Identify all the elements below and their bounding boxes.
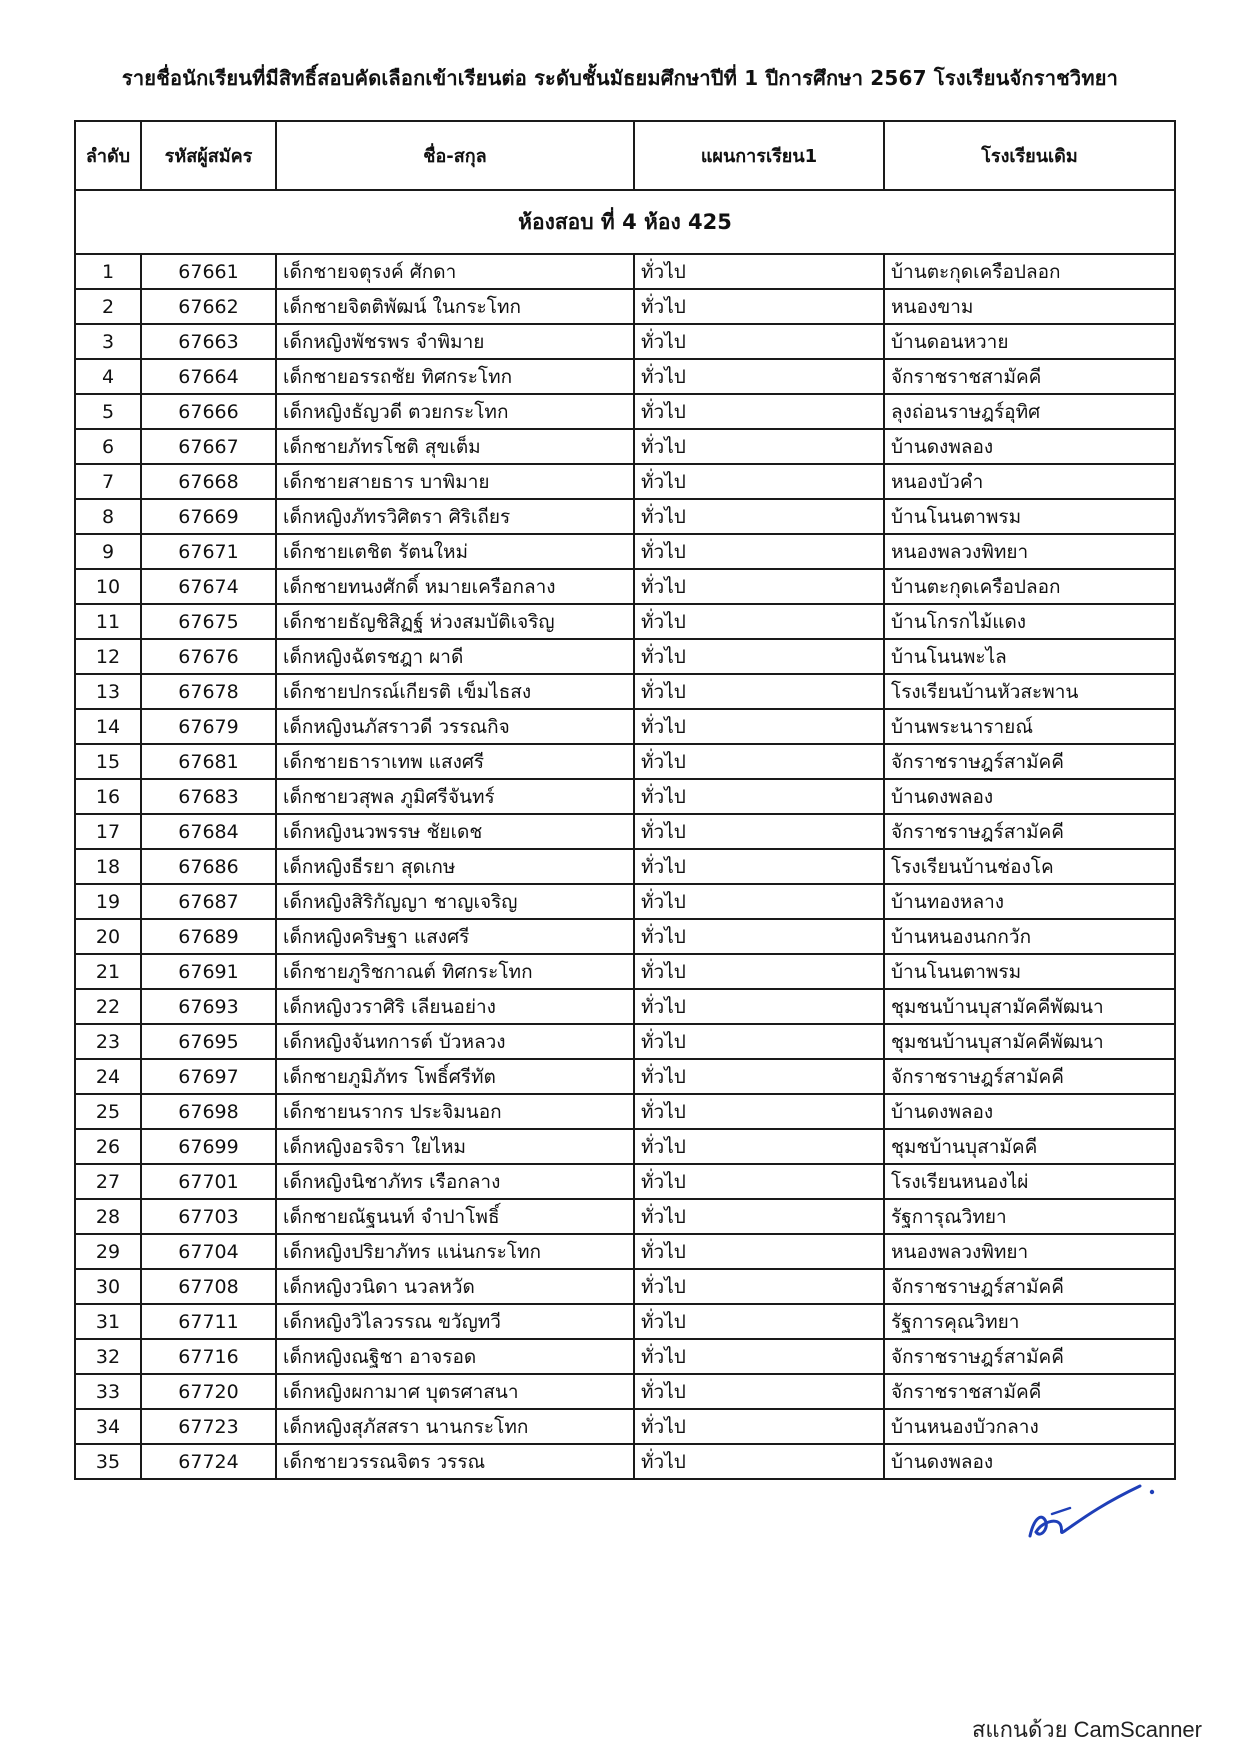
header-order: ลำดับ [75, 121, 141, 190]
row-study-plan: ทั่วไป [634, 919, 884, 954]
row-previous-school: บ้านหนองนกกวัก [884, 919, 1175, 954]
row-full-name: เด็กหญิงพัชรพร จำพิมาย [276, 324, 634, 359]
row-previous-school: โรงเรียนหนองไผ่ [884, 1164, 1175, 1199]
row-applicant-id: 67664 [141, 359, 276, 394]
row-previous-school: โรงเรียนบ้านช่องโค [884, 849, 1175, 884]
row-order: 20 [75, 919, 141, 954]
table-row [75, 954, 1175, 989]
table-row [75, 1199, 1175, 1234]
row-order: 15 [75, 744, 141, 779]
scanner-watermark: สแกนด้วย CamScanner [971, 1717, 1202, 1742]
table-row [75, 639, 1175, 674]
row-study-plan: ทั่วไป [634, 709, 884, 744]
header-applicant-id: รหัสผู้สมัคร [141, 121, 276, 190]
table-row [75, 324, 1175, 359]
row-previous-school: บ้านโนนพะไล [884, 639, 1175, 674]
table-row [75, 254, 1175, 289]
row-order: 14 [75, 709, 141, 744]
row-study-plan: ทั่วไป [634, 1374, 884, 1409]
table-row [75, 359, 1175, 394]
row-previous-school: หนองบัวคำ [884, 464, 1175, 499]
row-study-plan: ทั่วไป [634, 359, 884, 394]
table-row [75, 779, 1175, 814]
row-applicant-id: 67662 [141, 289, 276, 324]
row-previous-school: บ้านตะกุดเครือปลอก [884, 569, 1175, 604]
row-full-name: เด็กชายภูมิภัทร โพธิ์ศรีทัต [276, 1059, 634, 1094]
row-study-plan: ทั่วไป [634, 1164, 884, 1199]
row-order: 24 [75, 1059, 141, 1094]
signature-mark [1012, 1478, 1162, 1548]
row-previous-school: บ้านดอนหวาย [884, 324, 1175, 359]
row-order: 8 [75, 499, 141, 534]
row-applicant-id: 67723 [141, 1409, 276, 1444]
row-order: 6 [75, 429, 141, 464]
row-applicant-id: 67676 [141, 639, 276, 674]
row-order: 26 [75, 1129, 141, 1164]
header-full-name: ชื่อ-สกุล [276, 121, 634, 190]
row-previous-school: บ้านดงพลอง [884, 779, 1175, 814]
table-row [75, 674, 1175, 709]
row-full-name: เด็กชายนรากร ประจิมนอก [276, 1094, 634, 1129]
row-order: 35 [75, 1444, 141, 1479]
table-row [75, 1444, 1175, 1479]
row-order: 29 [75, 1234, 141, 1269]
row-applicant-id: 67679 [141, 709, 276, 744]
row-study-plan: ทั่วไป [634, 499, 884, 534]
table-row [75, 534, 1175, 569]
row-applicant-id: 67667 [141, 429, 276, 464]
row-previous-school: บ้านหนองบัวกลาง [884, 1409, 1175, 1444]
student-rows [75, 254, 1175, 1479]
row-study-plan: ทั่วไป [634, 1444, 884, 1479]
student-roster-table [74, 120, 1176, 1480]
row-applicant-id: 67661 [141, 254, 276, 289]
row-order: 12 [75, 639, 141, 674]
row-order: 30 [75, 1269, 141, 1304]
row-previous-school: บ้านดงพลอง [884, 429, 1175, 464]
row-previous-school: บ้านตะกุดเครือปลอก [884, 254, 1175, 289]
row-applicant-id: 67669 [141, 499, 276, 534]
row-study-plan: ทั่วไป [634, 884, 884, 919]
table-row [75, 814, 1175, 849]
row-full-name: เด็กหญิงวนิดา นวลหวัด [276, 1269, 634, 1304]
row-previous-school: จักราชราษฎร์สามัคคี [884, 1339, 1175, 1374]
table-row [75, 1164, 1175, 1199]
row-study-plan: ทั่วไป [634, 639, 884, 674]
table-row [75, 1234, 1175, 1269]
row-order: 1 [75, 254, 141, 289]
table-row [75, 919, 1175, 954]
row-applicant-id: 67686 [141, 849, 276, 884]
row-order: 22 [75, 989, 141, 1024]
table-row [75, 1269, 1175, 1304]
row-previous-school: จักราชราษฎร์สามัคคี [884, 1269, 1175, 1304]
table-row [75, 569, 1175, 604]
table-row [75, 1059, 1175, 1094]
row-previous-school: จักราชราษฎร์สามัคคี [884, 1059, 1175, 1094]
row-study-plan: ทั่วไป [634, 289, 884, 324]
row-study-plan: ทั่วไป [634, 1304, 884, 1339]
row-order: 2 [75, 289, 141, 324]
row-previous-school: โรงเรียนบ้านหัวสะพาน [884, 674, 1175, 709]
row-full-name: เด็กชายวสุพล ภูมิศรีจันทร์ [276, 779, 634, 814]
row-study-plan: ทั่วไป [634, 604, 884, 639]
table-row [75, 1339, 1175, 1374]
row-order: 4 [75, 359, 141, 394]
row-study-plan: ทั่วไป [634, 1059, 884, 1094]
exam-room-label: ห้องสอบ ที่ 4 ห้อง 425 [75, 190, 1175, 254]
row-previous-school: บ้านโนนตาพรม [884, 499, 1175, 534]
table-row [75, 744, 1175, 779]
row-full-name: เด็กชายธาราเทพ แสงศรี [276, 744, 634, 779]
table-row [75, 394, 1175, 429]
table-row [75, 709, 1175, 744]
row-full-name: เด็กชายธัญชิสิฏฐ์ ห่วงสมบัติเจริญ [276, 604, 634, 639]
row-full-name: เด็กหญิงวิไลวรรณ ขวัญทวี [276, 1304, 634, 1339]
table-row [75, 604, 1175, 639]
row-applicant-id: 67697 [141, 1059, 276, 1094]
table-row [75, 1094, 1175, 1129]
row-full-name: เด็กชายจิตติพัฒน์ ในกระโทก [276, 289, 634, 324]
row-previous-school: หนองพลวงพิทยา [884, 1234, 1175, 1269]
row-order: 13 [75, 674, 141, 709]
row-previous-school: บ้านดงพลอง [884, 1094, 1175, 1129]
row-order: 34 [75, 1409, 141, 1444]
row-previous-school: ชุมชบ้านบุสามัคคี [884, 1129, 1175, 1164]
row-full-name: เด็กหญิงวราศิริ เลียนอย่าง [276, 989, 634, 1024]
row-full-name: เด็กหญิงสิริกัญญา ชาญเจริญ [276, 884, 634, 919]
row-full-name: เด็กหญิงธีรยา สุดเกษ [276, 849, 634, 884]
row-previous-school: รัฐการคุณวิทยา [884, 1304, 1175, 1339]
row-applicant-id: 67666 [141, 394, 276, 429]
row-order: 9 [75, 534, 141, 569]
table-row [75, 429, 1175, 464]
row-full-name: เด็กชายอรรถชัย ทิศกระโทก [276, 359, 634, 394]
row-order: 27 [75, 1164, 141, 1199]
row-full-name: เด็กชายเตชิต รัตนใหม่ [276, 534, 634, 569]
row-study-plan: ทั่วไป [634, 779, 884, 814]
row-full-name: เด็กชายจตุรงค์ ศักดา [276, 254, 634, 289]
table-row [75, 849, 1175, 884]
table-row [75, 289, 1175, 324]
row-order: 3 [75, 324, 141, 359]
row-applicant-id: 67681 [141, 744, 276, 779]
row-previous-school: จักราชราษฎร์สามัคคี [884, 814, 1175, 849]
row-study-plan: ทั่วไป [634, 674, 884, 709]
row-applicant-id: 67693 [141, 989, 276, 1024]
row-study-plan: ทั่วไป [634, 254, 884, 289]
row-full-name: เด็กหญิงคริษฐา แสงศรี [276, 919, 634, 954]
row-order: 23 [75, 1024, 141, 1059]
row-applicant-id: 67716 [141, 1339, 276, 1374]
row-study-plan: ทั่วไป [634, 534, 884, 569]
row-previous-school: บ้านทองหลาง [884, 884, 1175, 919]
row-previous-school: ชุมชนบ้านบุสามัคคีพัฒนา [884, 989, 1175, 1024]
row-applicant-id: 67663 [141, 324, 276, 359]
row-study-plan: ทั่วไป [634, 1269, 884, 1304]
row-full-name: เด็กชายปกรณ์เกียรติ เข็มไธสง [276, 674, 634, 709]
row-study-plan: ทั่วไป [634, 744, 884, 779]
row-full-name: เด็กหญิงธัญวดี ตวยกระโทก [276, 394, 634, 429]
row-full-name: เด็กชายภัทรโชติ สุขเต็ม [276, 429, 634, 464]
row-order: 21 [75, 954, 141, 989]
row-applicant-id: 67720 [141, 1374, 276, 1409]
row-order: 17 [75, 814, 141, 849]
row-study-plan: ทั่วไป [634, 1129, 884, 1164]
row-study-plan: ทั่วไป [634, 464, 884, 499]
row-full-name: เด็กชายวรรณจิตร วรรณ [276, 1444, 634, 1479]
row-order: 25 [75, 1094, 141, 1129]
row-order: 19 [75, 884, 141, 919]
row-study-plan: ทั่วไป [634, 954, 884, 989]
row-applicant-id: 67668 [141, 464, 276, 499]
table-header-row [75, 121, 1175, 190]
row-full-name: เด็กหญิงภัทรวิศิตรา ศิริเถียร [276, 499, 634, 534]
row-previous-school: หนองพลวงพิทยา [884, 534, 1175, 569]
row-study-plan: ทั่วไป [634, 569, 884, 604]
row-applicant-id: 67704 [141, 1234, 276, 1269]
row-order: 31 [75, 1304, 141, 1339]
row-applicant-id: 67675 [141, 604, 276, 639]
table-row [75, 499, 1175, 534]
row-applicant-id: 67687 [141, 884, 276, 919]
header-study-plan: แผนการเรียน1 [634, 121, 884, 190]
row-full-name: เด็กหญิงนิชาภัทร เรือกลาง [276, 1164, 634, 1199]
row-previous-school: บ้านโกรกไม้แดง [884, 604, 1175, 639]
row-full-name: เด็กหญิงผกามาศ บุตรศาสนา [276, 1374, 634, 1409]
row-full-name: เด็กชายภูริชกาณต์ ทิศกระโทก [276, 954, 634, 989]
header-previous-school: โรงเรียนเดิม [884, 121, 1175, 190]
row-full-name: เด็กหญิงปริยาภัทร แน่นกระโทก [276, 1234, 634, 1269]
row-full-name: เด็กชายสายธาร บาพิมาย [276, 464, 634, 499]
row-order: 28 [75, 1199, 141, 1234]
table-row [75, 1304, 1175, 1339]
row-full-name: เด็กหญิงนภัสราวดี วรรณกิจ [276, 709, 634, 744]
row-previous-school: จักราชราชสามัคคี [884, 1374, 1175, 1409]
row-study-plan: ทั่วไป [634, 1199, 884, 1234]
row-full-name: เด็กหญิงนวพรรษ ชัยเดช [276, 814, 634, 849]
row-previous-school: ชุมชนบ้านบุสามัคคีพัฒนา [884, 1024, 1175, 1059]
row-study-plan: ทั่วไป [634, 1409, 884, 1444]
row-study-plan: ทั่วไป [634, 394, 884, 429]
row-applicant-id: 67689 [141, 919, 276, 954]
row-previous-school: จักราชราษฎร์สามัคคี [884, 744, 1175, 779]
row-study-plan: ทั่วไป [634, 989, 884, 1024]
row-applicant-id: 67703 [141, 1199, 276, 1234]
row-order: 5 [75, 394, 141, 429]
row-applicant-id: 67671 [141, 534, 276, 569]
row-applicant-id: 67724 [141, 1444, 276, 1479]
row-full-name: เด็กชายทนงศักดิ์ หมายเครือกลาง [276, 569, 634, 604]
row-study-plan: ทั่วไป [634, 814, 884, 849]
row-applicant-id: 67699 [141, 1129, 276, 1164]
row-previous-school: หนองขาม [884, 289, 1175, 324]
row-full-name: เด็กชายณัฐนนท์ จำปาโพธิ์ [276, 1199, 634, 1234]
row-previous-school: ลุงถ่อนราษฎร์อุทิศ [884, 394, 1175, 429]
row-study-plan: ทั่วไป [634, 849, 884, 884]
row-applicant-id: 67691 [141, 954, 276, 989]
row-order: 7 [75, 464, 141, 499]
table-row [75, 464, 1175, 499]
row-full-name: เด็กหญิงจันทการต์ บัวหลวง [276, 1024, 634, 1059]
row-applicant-id: 67674 [141, 569, 276, 604]
row-study-plan: ทั่วไป [634, 1094, 884, 1129]
table-row [75, 884, 1175, 919]
row-study-plan: ทั่วไป [634, 324, 884, 359]
row-previous-school: บ้านดงพลอง [884, 1444, 1175, 1479]
row-previous-school: บ้านโนนตาพรม [884, 954, 1175, 989]
row-applicant-id: 67701 [141, 1164, 276, 1199]
row-full-name: เด็กหญิงอรจิรา ใยไหม [276, 1129, 634, 1164]
page-title: รายชื่อนักเรียนที่มีสิทธิ์สอบคัดเลือกเข้าเรียนต่อ ระดับชั้นมัธยมศึกษาปีที่ 1 ปีการศึกษา 2567 โรงเรียนจักราชวิทยา [121, 66, 1119, 90]
row-previous-school: บ้านพระนารายณ์ [884, 709, 1175, 744]
row-applicant-id: 67678 [141, 674, 276, 709]
table-row [75, 989, 1175, 1024]
row-previous-school: รัฐการุณวิทยา [884, 1199, 1175, 1234]
table-row [75, 1024, 1175, 1059]
row-full-name: เด็กหญิงฉัตรชฎา ผาดี [276, 639, 634, 674]
row-study-plan: ทั่วไป [634, 429, 884, 464]
row-order: 16 [75, 779, 141, 814]
row-applicant-id: 67683 [141, 779, 276, 814]
row-order: 10 [75, 569, 141, 604]
row-order: 33 [75, 1374, 141, 1409]
row-previous-school: จักราชราชสามัคคี [884, 359, 1175, 394]
row-study-plan: ทั่วไป [634, 1024, 884, 1059]
row-order: 18 [75, 849, 141, 884]
row-applicant-id: 67695 [141, 1024, 276, 1059]
row-full-name: เด็กหญิงสุภัสสรา นานกระโทก [276, 1409, 634, 1444]
table-row [75, 1374, 1175, 1409]
exam-room-row [75, 190, 1175, 254]
row-order: 11 [75, 604, 141, 639]
row-applicant-id: 67684 [141, 814, 276, 849]
table-row [75, 1129, 1175, 1164]
row-study-plan: ทั่วไป [634, 1234, 884, 1269]
row-full-name: เด็กหญิงณฐิชา อาจรอด [276, 1339, 634, 1374]
row-applicant-id: 67708 [141, 1269, 276, 1304]
row-study-plan: ทั่วไป [634, 1339, 884, 1374]
table-row [75, 1409, 1175, 1444]
row-order: 32 [75, 1339, 141, 1374]
row-applicant-id: 67711 [141, 1304, 276, 1339]
row-applicant-id: 67698 [141, 1094, 276, 1129]
